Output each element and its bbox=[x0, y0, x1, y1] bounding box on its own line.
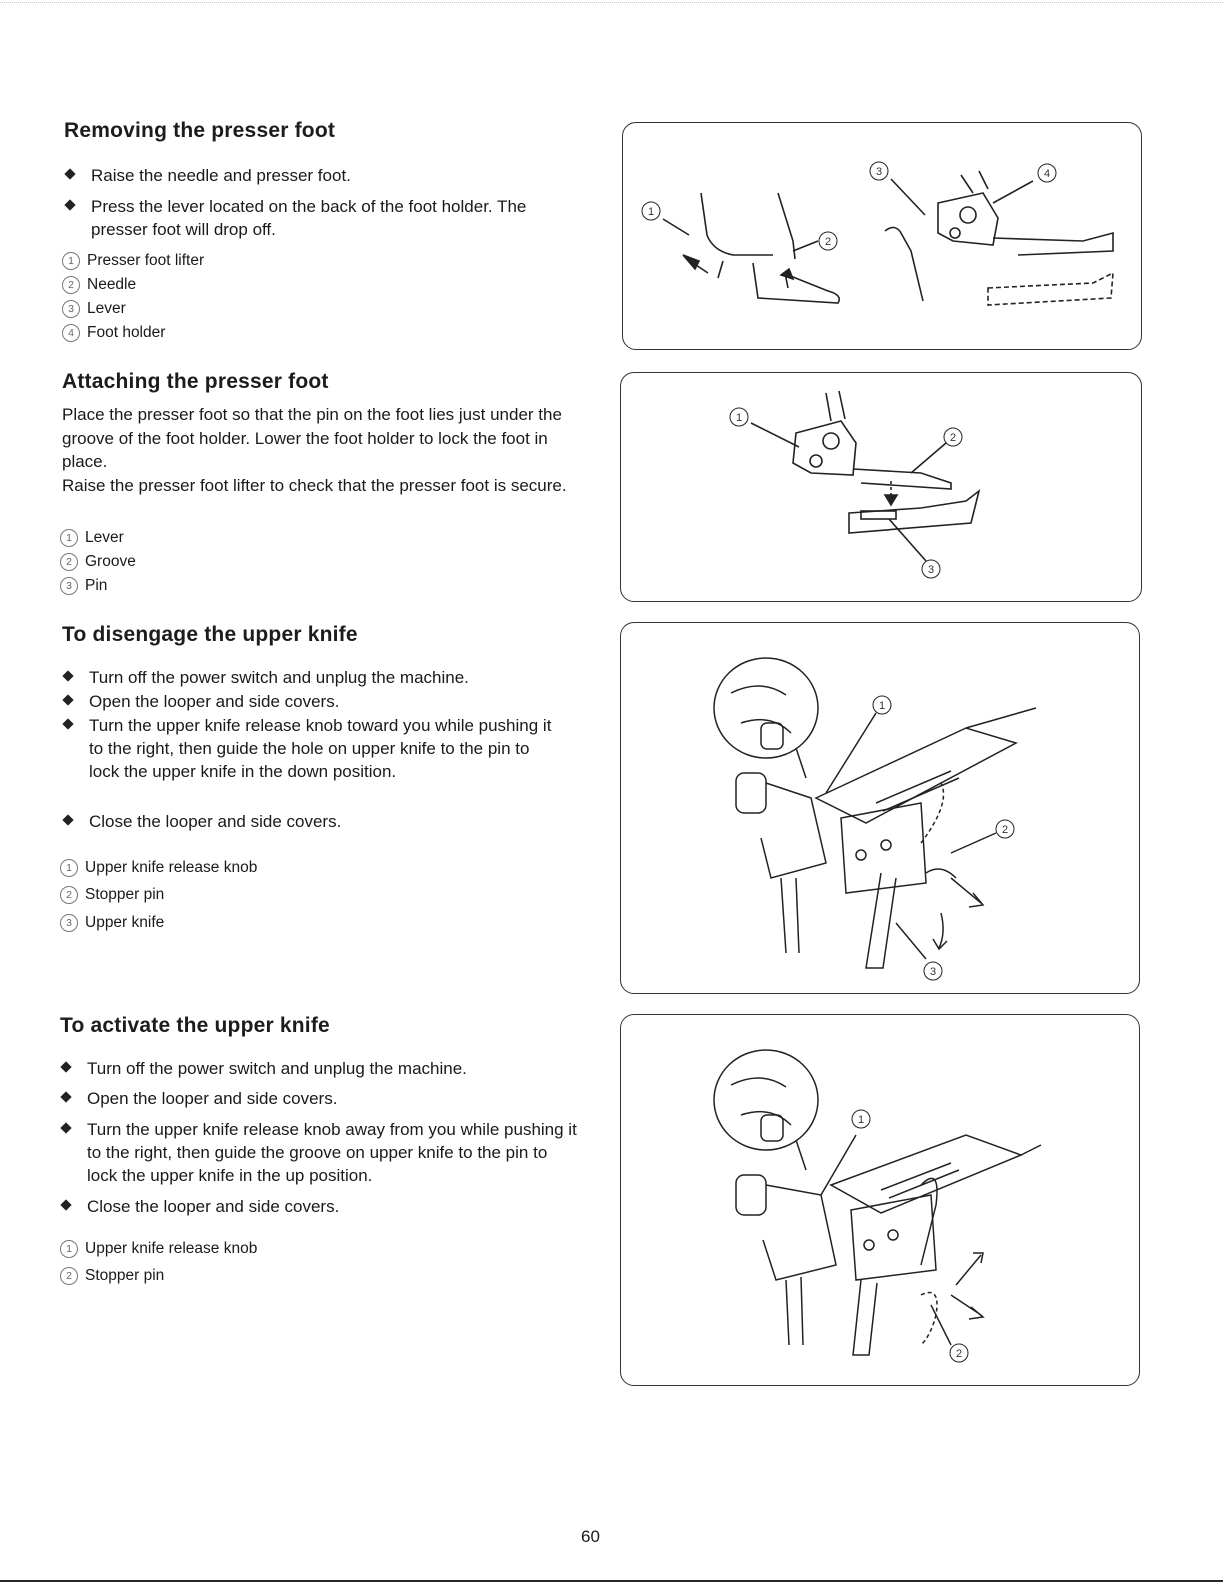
frame-leg bbox=[781, 878, 799, 953]
upper-knife-down-illustration bbox=[621, 623, 1139, 993]
callout-label: 1 bbox=[735, 412, 743, 424]
foot-holder-shank bbox=[853, 469, 951, 489]
screw-icon bbox=[823, 433, 839, 449]
figure-attaching-presser-foot bbox=[620, 372, 1142, 602]
screw-icon bbox=[881, 840, 891, 850]
upper-knife-up-illustration bbox=[621, 1015, 1139, 1385]
callout-number: 2 bbox=[62, 276, 80, 294]
callout-number: 2 bbox=[60, 1267, 78, 1285]
screw-icon bbox=[864, 1240, 874, 1250]
legend-label: Presser foot lifter bbox=[87, 252, 205, 269]
bullet-text: Press the lever located on the back of the foot holder. The presser foot will drop off. bbox=[91, 197, 527, 239]
foot-holder-body bbox=[938, 193, 998, 245]
screw-icon bbox=[888, 1230, 898, 1240]
section-heading: To disengage the upper knife bbox=[62, 623, 358, 646]
knife-holder-leg bbox=[853, 1280, 877, 1355]
detail-magnifier-circle bbox=[714, 658, 818, 758]
section-heading: Attaching the presser foot bbox=[62, 370, 329, 393]
bullet-text: Turn the upper knife release knob away from you while pushing it to the right, then guide the groove on upper knife to the pin to lock the upper knife in the up position. bbox=[87, 1120, 577, 1185]
figure-activate-upper-knife bbox=[620, 1014, 1140, 1386]
bullet-diamond-icon bbox=[62, 814, 73, 825]
screw-icon bbox=[960, 207, 976, 223]
bullet-diamond-icon bbox=[64, 168, 75, 179]
legend-item bbox=[60, 1266, 164, 1286]
callout-label: 2 bbox=[949, 432, 957, 444]
screw-icon bbox=[856, 850, 866, 860]
knob-detail bbox=[761, 1115, 783, 1141]
figure-disengage-upper-knife bbox=[620, 622, 1140, 994]
foot-holder-body bbox=[793, 421, 856, 475]
magnifier-tail bbox=[796, 1140, 806, 1170]
legend-label: Groove bbox=[85, 553, 136, 570]
leader-line bbox=[793, 241, 818, 251]
leader-line bbox=[751, 423, 799, 447]
legend-label: Upper knife bbox=[85, 914, 165, 931]
stopper-pin-shape bbox=[926, 869, 956, 878]
legend-label: Lever bbox=[87, 300, 126, 317]
page-number: 60 bbox=[581, 1527, 600, 1546]
legend-item bbox=[60, 576, 107, 596]
leader-line bbox=[979, 171, 988, 189]
needle-bar-shape bbox=[826, 391, 845, 421]
legend-label: Upper knife release knob bbox=[85, 859, 258, 876]
instruction-paragraph: Raise the presser foot lifter to check that the presser foot is secure. bbox=[62, 476, 567, 495]
lever-icon bbox=[950, 228, 960, 238]
callout-label: 1 bbox=[647, 206, 655, 218]
bullet-text: Close the looper and side covers. bbox=[89, 812, 342, 831]
callout-label: 3 bbox=[929, 966, 937, 978]
leader-line bbox=[891, 179, 925, 215]
magnifier-tail bbox=[796, 748, 806, 778]
callout-number: 2 bbox=[60, 553, 78, 571]
arrow-up-icon bbox=[683, 255, 699, 269]
arrow-rotate-icon bbox=[933, 913, 947, 949]
instruction-paragraph: Place the presser foot so that the pin on the foot lies just under the groove of the foot holder. Lower the foot holder to lock the foot in place. bbox=[62, 405, 562, 472]
callout-label: 2 bbox=[824, 236, 832, 248]
bullet-text: Raise the needle and presser foot. bbox=[91, 166, 351, 185]
callout-label: 2 bbox=[955, 1348, 963, 1360]
bullet-diamond-icon bbox=[62, 694, 73, 705]
callout-number: 1 bbox=[62, 252, 80, 270]
legend-item bbox=[60, 528, 124, 548]
dropped-foot-dashed bbox=[988, 273, 1113, 305]
callout-label: 3 bbox=[927, 564, 935, 576]
machine-frame bbox=[763, 1185, 836, 1280]
callout-number: 3 bbox=[60, 577, 78, 595]
knob-detail bbox=[761, 723, 783, 749]
legend-item bbox=[62, 251, 204, 271]
callout-label: 1 bbox=[878, 700, 886, 712]
callout-label: 4 bbox=[1043, 168, 1051, 180]
legend-label: Lever bbox=[85, 529, 124, 546]
throat-plate bbox=[831, 1135, 1021, 1213]
bullet-text: Turn the upper knife release knob toward you while pushing it to the right, then guide the hole on upper knife to the pin to lock the upper knife in the down position. bbox=[89, 716, 552, 781]
arrow-down-icon bbox=[885, 495, 897, 505]
legend-item bbox=[60, 885, 164, 905]
legend-item bbox=[62, 323, 165, 343]
legend-item bbox=[60, 1239, 257, 1259]
arrow-direction-icon bbox=[951, 1295, 983, 1319]
bullet-text: Open the looper and side covers. bbox=[89, 692, 340, 711]
leader-line bbox=[821, 1135, 856, 1195]
throat-plate bbox=[816, 728, 1016, 823]
callout-number: 3 bbox=[60, 914, 78, 932]
leader-line bbox=[993, 181, 1033, 203]
callout-number: 4 bbox=[62, 324, 80, 342]
arrow-direction-icon bbox=[951, 878, 983, 907]
callout-label: 2 bbox=[1001, 824, 1009, 836]
section-heading: To activate the upper knife bbox=[60, 1014, 330, 1037]
callout-label: 1 bbox=[857, 1114, 865, 1126]
bullet-diamond-icon bbox=[64, 199, 75, 210]
foot-holder-shank bbox=[993, 233, 1113, 255]
plate-slot bbox=[881, 1163, 959, 1198]
arrow-up-icon bbox=[781, 269, 793, 288]
arrow-rotate-icon bbox=[956, 1253, 983, 1285]
legend-label: Stopper pin bbox=[85, 1267, 165, 1284]
leader-line bbox=[931, 1305, 951, 1345]
leader-line bbox=[663, 219, 689, 235]
bullet-diamond-icon bbox=[60, 1122, 71, 1133]
figure-removing-presser-foot bbox=[622, 122, 1142, 350]
lever-icon bbox=[810, 455, 822, 467]
leader-line bbox=[911, 443, 946, 473]
bullet-diamond-icon bbox=[62, 718, 73, 729]
legend-label: Pin bbox=[85, 577, 108, 594]
bullet-text: Turn off the power switch and unplug the machine. bbox=[87, 1059, 467, 1078]
presser-foot-shape bbox=[849, 491, 979, 533]
upper-knife-release-knob bbox=[736, 1175, 766, 1215]
leader-line bbox=[961, 175, 973, 193]
section-heading: Removing the presser foot bbox=[64, 119, 336, 142]
presser-foot-removal-illustration bbox=[623, 123, 1141, 349]
finger-shape bbox=[885, 227, 923, 301]
leader-line bbox=[896, 923, 926, 959]
legend-item bbox=[60, 552, 136, 572]
bullet-text: Close the looper and side covers. bbox=[87, 1197, 340, 1216]
legend-item bbox=[62, 275, 136, 295]
callout-number: 1 bbox=[60, 529, 78, 547]
legend-item bbox=[62, 299, 126, 319]
callout-number: 2 bbox=[60, 886, 78, 904]
bullet-diamond-icon bbox=[60, 1061, 71, 1072]
callout-number: 1 bbox=[60, 859, 78, 877]
presser-foot-shape bbox=[753, 263, 839, 303]
legend-item bbox=[60, 913, 164, 933]
legend-label: Upper knife release knob bbox=[85, 1240, 258, 1257]
callout-number: 1 bbox=[60, 1240, 78, 1258]
legend-label: Foot holder bbox=[87, 324, 166, 341]
bullet-diamond-icon bbox=[60, 1091, 71, 1102]
leader-line bbox=[951, 833, 996, 853]
frame-leg bbox=[786, 1277, 803, 1345]
bullet-text: Open the looper and side covers. bbox=[87, 1089, 338, 1108]
bottom-rule bbox=[0, 1580, 1223, 1582]
knife-path-dashed bbox=[921, 1293, 937, 1346]
leader-line bbox=[889, 519, 926, 561]
presser-foot-attach-illustration bbox=[621, 373, 1141, 601]
bullet-diamond-icon bbox=[62, 670, 73, 681]
needle-bar-shape bbox=[701, 193, 773, 255]
plate-edge bbox=[966, 708, 1036, 728]
upper-knife-release-knob bbox=[736, 773, 766, 813]
plate-slot bbox=[876, 771, 959, 811]
bullet-text: Turn off the power switch and unplug the machine. bbox=[89, 668, 469, 687]
legend-label: Stopper pin bbox=[85, 886, 165, 903]
bullet-diamond-icon bbox=[60, 1199, 71, 1210]
detail-magnifier-circle bbox=[714, 1050, 818, 1150]
legend-item bbox=[60, 858, 257, 878]
legend-label: Needle bbox=[87, 276, 137, 293]
callout-number: 3 bbox=[62, 300, 80, 318]
plate-edge bbox=[1021, 1145, 1041, 1155]
callout-label: 3 bbox=[875, 166, 883, 178]
needle-bar-shape bbox=[778, 193, 795, 259]
top-rule bbox=[0, 2, 1223, 3]
